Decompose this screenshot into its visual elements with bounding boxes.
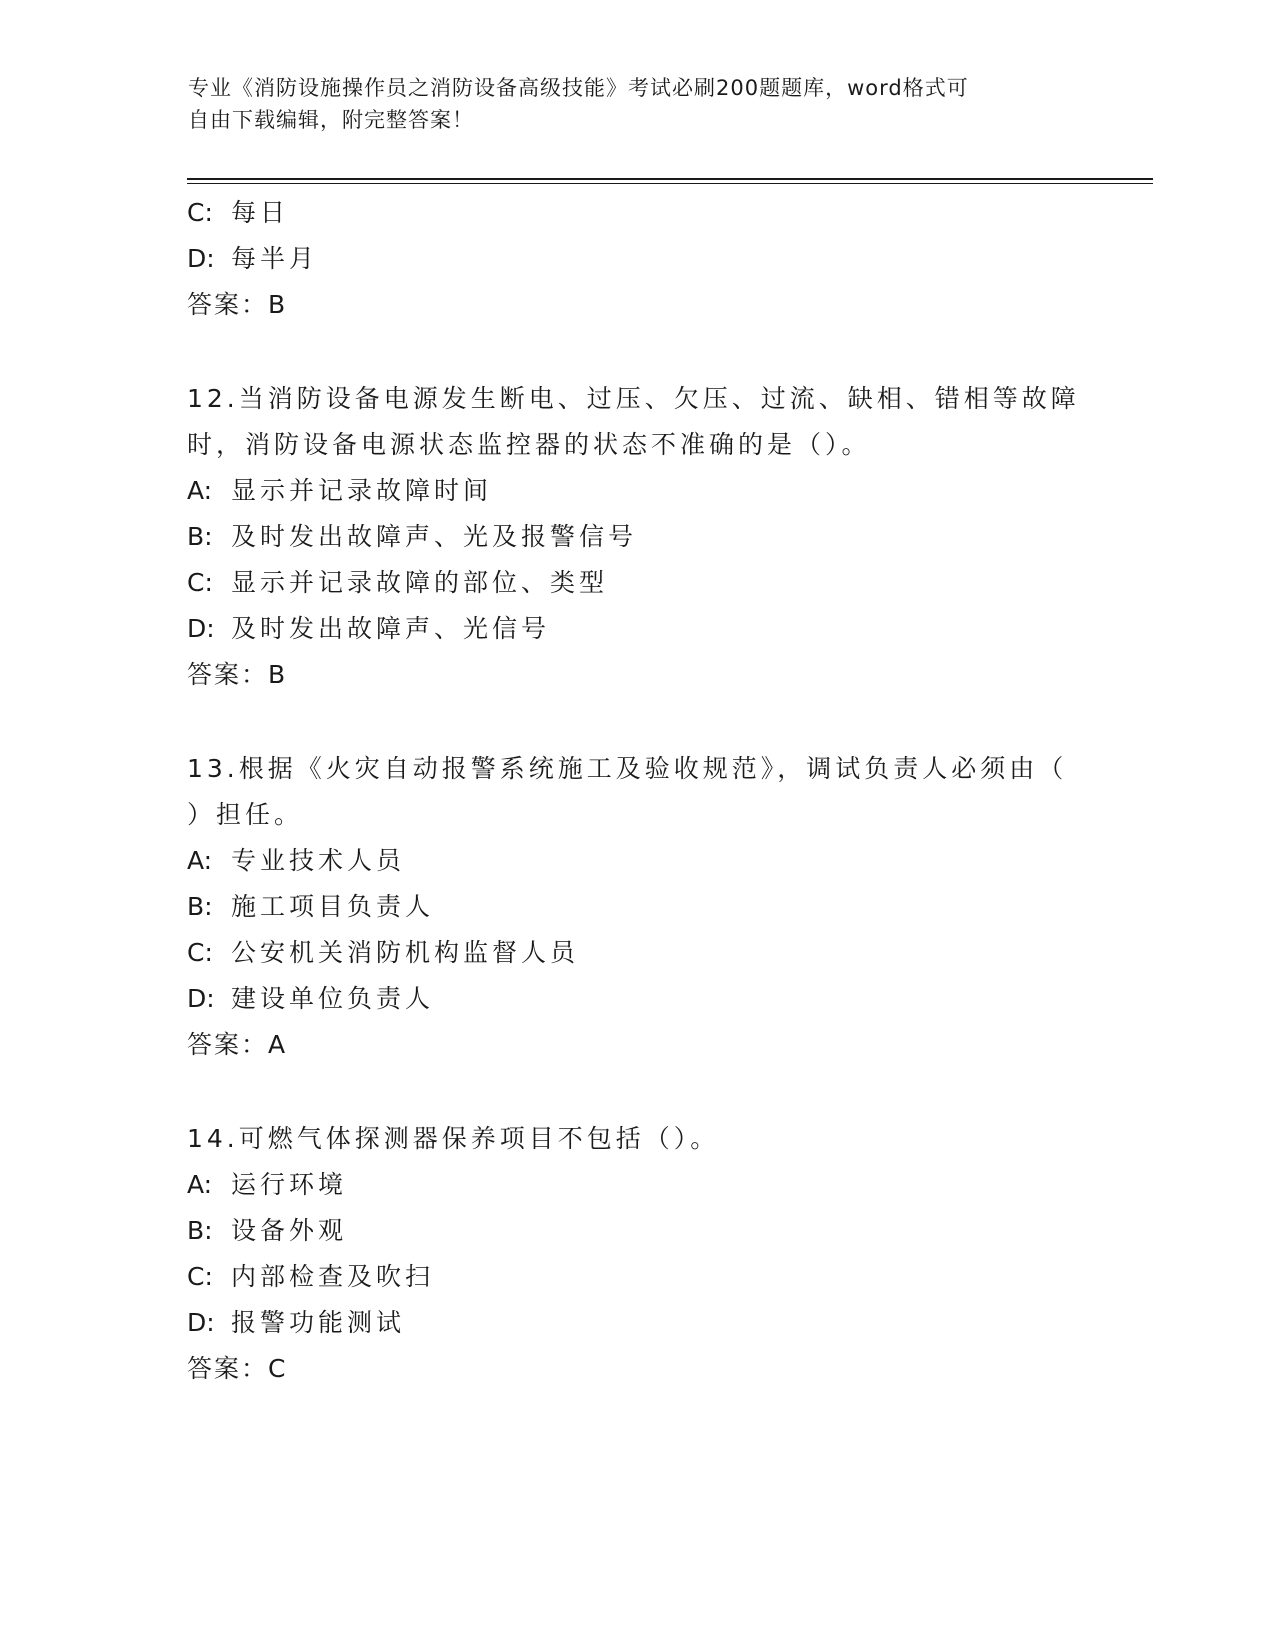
option-text: 每半月 [231, 244, 319, 273]
option-d [187, 606, 1107, 652]
question-list [187, 190, 1107, 1392]
option-c [187, 190, 1107, 236]
question-14 [187, 1116, 1107, 1392]
answer-line: 答案：B [187, 660, 288, 689]
document-header [188, 72, 1088, 136]
option-b [187, 884, 1107, 930]
question-stem-line: 12.当消防设备电源发生断电、过压、欠压、过流、缺相、错相等故障 [187, 384, 1080, 413]
option-a [187, 838, 1107, 884]
option-c [187, 560, 1107, 606]
option-text: 运行环境 [231, 1170, 348, 1199]
option-letter: B: [187, 892, 213, 921]
question-13 [187, 746, 1107, 1068]
option-d [187, 236, 1107, 282]
option-text: 设备外观 [231, 1216, 348, 1245]
option-text: 及时发出故障声、光信号 [231, 614, 551, 643]
option-text: 公安机关消防机构监督人员 [231, 938, 580, 967]
option-b [187, 514, 1107, 560]
option-letter: C: [187, 568, 213, 597]
header-line-2: 自由下载编辑，附完整答案！ [188, 108, 474, 132]
question-gap [187, 698, 1107, 746]
option-text: 每日 [231, 198, 290, 227]
option-letter: D: [187, 244, 215, 273]
header-divider-thin [187, 183, 1153, 184]
option-text: 报警功能测试 [231, 1308, 406, 1337]
header-divider-thick [187, 178, 1153, 180]
option-letter: B: [187, 1216, 213, 1245]
option-b [187, 1208, 1107, 1254]
option-letter: A: [187, 476, 213, 505]
question-stem-line: 时，消防设备电源状态监控器的状态不准确的是（）。 [187, 430, 871, 459]
option-letter: D: [187, 984, 215, 1013]
option-c [187, 930, 1107, 976]
option-letter: C: [187, 198, 213, 227]
option-text: 施工项目负责人 [231, 892, 435, 921]
option-letter: D: [187, 614, 215, 643]
option-letter: A: [187, 1170, 213, 1199]
option-a [187, 468, 1107, 514]
option-text: 建设单位负责人 [231, 984, 435, 1013]
question-gap [187, 1068, 1107, 1116]
answer-line: 答案：A [187, 1030, 288, 1059]
question-12 [187, 376, 1107, 698]
option-text: 及时发出故障声、光及报警信号 [231, 522, 638, 551]
answer-line: 答案：C [187, 1354, 288, 1383]
option-text: 内部检查及吹扫 [231, 1262, 435, 1291]
option-letter: A: [187, 846, 213, 875]
question-stem-line: 13.根据《火灾自动报警系统施工及验收规范》，调试负责人必须由（ [187, 754, 1068, 783]
question-stem-line: 14.可燃气体探测器保养项目不包括（）。 [187, 1124, 720, 1153]
option-letter: D: [187, 1308, 215, 1337]
option-text: 显示并记录故障时间 [231, 476, 493, 505]
option-c [187, 1254, 1107, 1300]
option-d [187, 1300, 1107, 1346]
header-line-1: 专业《消防设施操作员之消防设备高级技能》考试必刷200题题库，word格式可 [188, 76, 969, 100]
option-text: 显示并记录故障的部位、类型 [231, 568, 609, 597]
question-stem-line: ）担任。 [187, 800, 304, 829]
option-d [187, 976, 1107, 1022]
option-letter: B: [187, 522, 213, 551]
option-letter: C: [187, 938, 213, 967]
option-letter: C: [187, 1262, 213, 1291]
option-text: 专业技术人员 [231, 846, 406, 875]
answer-line: 答案：B [187, 290, 288, 319]
question-gap [187, 328, 1107, 376]
question-11-tail [187, 190, 1107, 328]
option-a [187, 1162, 1107, 1208]
